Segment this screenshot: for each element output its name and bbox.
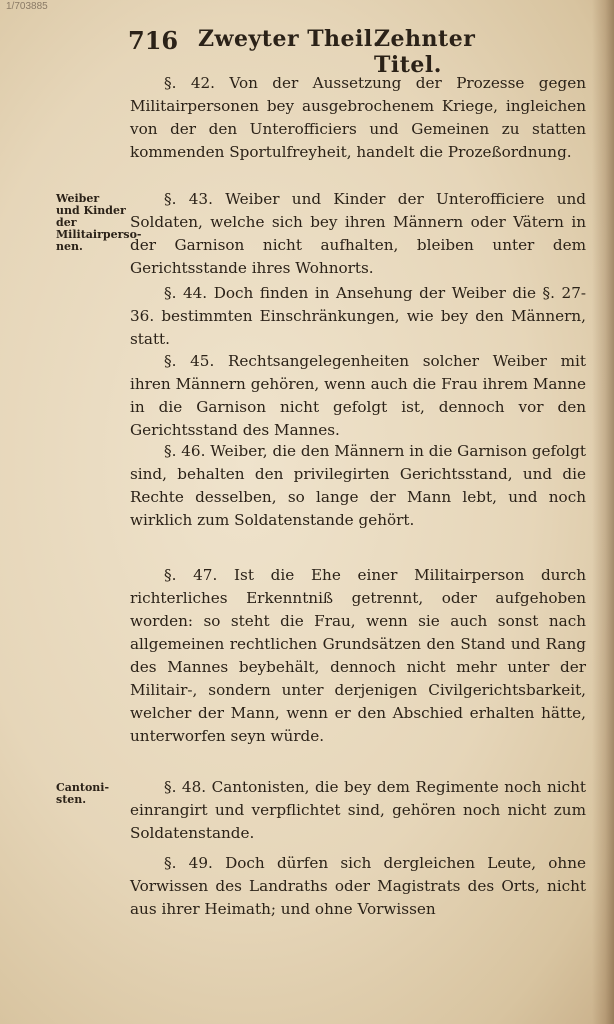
paragraph-46: §. 46. Weiber, die den Männern in die Garnison gefolgt sind, behalten den privilegirten Gerichtsstand, und die Rechte desselben, so lange der Mann lebt, und noch wirklich zum Soldatenstande gehört. xyxy=(130,442,586,529)
shelfmark: 1/703885 xyxy=(6,1,48,12)
paragraph-48: §. 48. Cantonisten, die bey dem Regimente noch nicht einrangirt und verpflichtet sind, gehören noch nicht zum Soldatenstande. xyxy=(130,778,586,842)
margin-note-cantonisten: Cantoni-sten. xyxy=(56,781,110,806)
margin-note-weiber: Weiber und Kinder der Militairperso-nen. xyxy=(56,192,142,253)
paragraph-47: §. 47. Ist die Ehe einer Militairperson durch richterliches Erkenntniß getrennt, oder aufgehoben worden: so steht die Frau, wenn sie auch sonst nach allgemeinen rechtlichen Grundsätzen den Stand und Rang des Mannes beybehält, dennoch nicht mehr unter der Militair-, sondern unter derjenigen Civilgerichtsbarkeit, welcher der Mann, wenn er den Abschied erhalten hätte, unterworfen seyn würde. xyxy=(130,566,586,745)
paragraph-44: §. 44. Doch finden in Ansehung der Weiber die §. 27-36. bestimmten Einschränkungen, wie bey den Männern, statt. xyxy=(130,284,586,348)
paragraph-43: §. 43. Weiber und Kinder der Unterofficiere und Soldaten, welche sich bey ihren Männern oder Vätern in der Garnison nicht aufhalten, bleiben unter dem Gerichtsstande ihres Wohnorts. xyxy=(130,190,586,277)
page-number: 716 xyxy=(128,26,179,55)
page-edge-shadow xyxy=(592,0,614,1024)
running-title: Zweyter Theil. xyxy=(198,26,381,52)
page-header xyxy=(128,26,518,78)
paragraph-45: §. 45. Rechtsangelegenheiten solcher Weiber mit ihren Männern gehören, wenn auch die Frau ihrem Manne in die Garnison nicht gefolgt ist, dennoch vor den Gerichtsstand des Mannes. xyxy=(130,352,586,439)
paragraph-49: §. 49. Doch dürfen sich dergleichen Leute, ohne Vorwissen des Landraths oder Magistrats des Orts, nicht aus ihrer Heimath; und ohne Vorwissen xyxy=(130,854,586,918)
running-subtitle: Zehnter Titel. xyxy=(374,26,476,78)
paragraph-42: §. 42. Von der Aussetzung der Prozesse gegen Militairpersonen bey ausgebrochenem Kriege, ingleichen von der den Unterofficiers und Gemeinen zu statten kommenden Sportulfreyheit, handelt die Prozeßordnung. xyxy=(130,74,586,161)
